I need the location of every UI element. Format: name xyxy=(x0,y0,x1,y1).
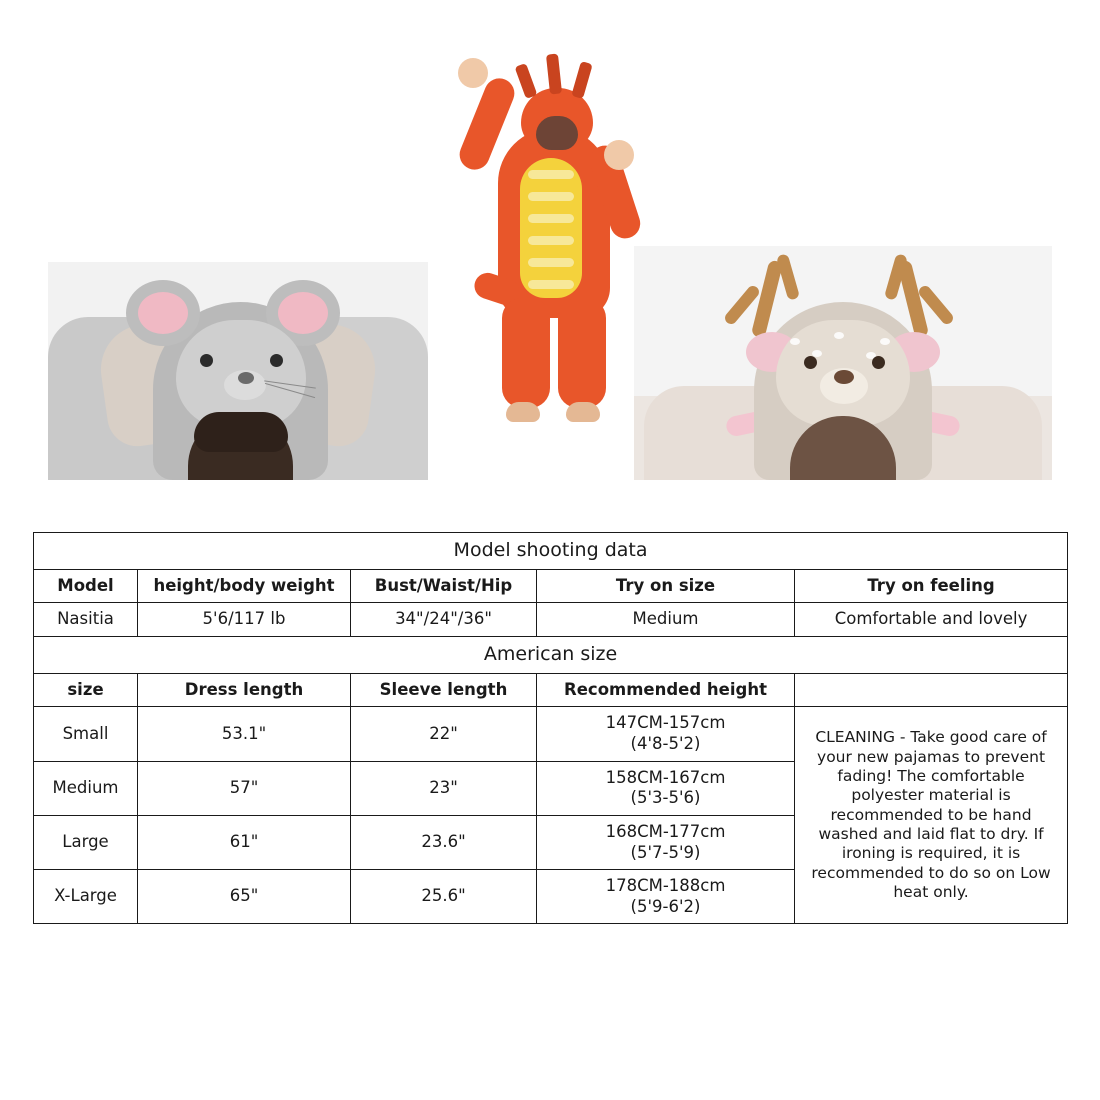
size-cell-size: Small xyxy=(34,707,138,761)
product-photo-collage xyxy=(0,0,1100,520)
dino-right-leg xyxy=(558,298,606,408)
size-cell-sleeve-length: 25.6" xyxy=(351,870,537,924)
size-table-title: American size xyxy=(34,637,1068,674)
height-ft: (5'3-5'6) xyxy=(630,788,701,808)
model-header-try-on-size: Try on size xyxy=(537,569,795,603)
mouse-left-eye xyxy=(200,354,213,367)
height-ft: (5'7-5'9) xyxy=(630,842,701,862)
size-cell-sleeve-length: 23" xyxy=(351,761,537,815)
size-header-size: size xyxy=(34,673,138,707)
height-cm: 158CM-167cm xyxy=(605,767,726,787)
size-cell-dress-length: 65" xyxy=(138,870,351,924)
model-value-try-on-feeling: Comfortable and lovely xyxy=(795,603,1068,637)
dino-belly-stripe xyxy=(528,236,574,245)
table-row-size-headers xyxy=(34,673,1068,707)
mouse-onesie-photo xyxy=(48,262,428,480)
dino-belly-stripe xyxy=(528,214,574,223)
size-header-sleeve-length: Sleeve length xyxy=(351,673,537,707)
size-chart-table-wrapper xyxy=(33,532,1067,924)
table-row-model-title xyxy=(34,533,1068,570)
size-header-blank xyxy=(795,673,1068,707)
dinosaur-onesie-photo xyxy=(448,40,658,480)
dino-belly-stripe xyxy=(528,280,574,289)
dino-horn-right xyxy=(571,61,592,99)
size-cell-dress-length: 53.1" xyxy=(138,707,351,761)
model-table-title: Model shooting data xyxy=(34,533,1068,570)
dino-belly-stripe xyxy=(528,192,574,201)
size-header-recommended-height: Recommended height xyxy=(537,673,795,707)
size-cell-recommended-height xyxy=(537,815,795,869)
model-hair-fringe xyxy=(194,412,288,452)
size-header-dress-length: Dress length xyxy=(138,673,351,707)
model-header-try-on-feeling: Try on feeling xyxy=(795,569,1068,603)
cleaning-instructions: CLEANING - Take good care of your new pajamas to prevent fading! The comfortable polyester material is recommended to be hand washed and laid flat to dry. If ironing is required, it is recommended to do so on Low heat only. xyxy=(795,707,1068,924)
size-cell-dress-length: 57" xyxy=(138,761,351,815)
deer-right-eye xyxy=(872,356,885,369)
deer-spot xyxy=(790,338,800,345)
model-right-hand xyxy=(604,140,634,170)
mouse-left-ear-inner xyxy=(138,292,188,334)
deer-spot xyxy=(834,332,844,339)
deer-antler-left xyxy=(751,259,783,338)
model-left-foot xyxy=(506,402,540,422)
height-ft: (5'9-6'2) xyxy=(630,896,701,916)
model-left-hand xyxy=(458,58,488,88)
model-value-bust-waist-hip: 34"/24"/36" xyxy=(351,603,537,637)
dino-belly xyxy=(520,158,582,298)
mouse-right-eye xyxy=(270,354,283,367)
table-row-size-title xyxy=(34,637,1068,674)
model-header-model: Model xyxy=(34,569,138,603)
table-row xyxy=(34,707,1068,761)
size-cell-dress-length: 61" xyxy=(138,815,351,869)
size-cell-recommended-height xyxy=(537,761,795,815)
dino-belly-stripe xyxy=(528,170,574,179)
dino-horn-left xyxy=(515,63,538,99)
model-face xyxy=(536,116,578,150)
height-cm: 147CM-157cm xyxy=(605,713,726,733)
size-cell-sleeve-length: 23.6" xyxy=(351,815,537,869)
height-cm: 168CM-177cm xyxy=(605,821,726,841)
size-cell-sleeve-length: 22" xyxy=(351,707,537,761)
model-value-try-on-size: Medium xyxy=(537,603,795,637)
size-chart-table xyxy=(33,532,1068,924)
model-value-height-weight: 5'6/117 lb xyxy=(138,603,351,637)
model-header-bust-waist-hip: Bust/Waist/Hip xyxy=(351,569,537,603)
size-cell-recommended-height xyxy=(537,870,795,924)
deer-onesie-photo xyxy=(634,246,1052,480)
mouse-right-ear-inner xyxy=(278,292,328,334)
mouse-left-ear xyxy=(126,280,200,346)
model-right-foot xyxy=(566,402,600,422)
mouse-nose xyxy=(238,372,254,384)
size-cell-size: Large xyxy=(34,815,138,869)
height-cm: 178CM-188cm xyxy=(605,876,726,896)
deer-left-eye xyxy=(804,356,817,369)
model-value-name: Nasitia xyxy=(34,603,138,637)
model-header-height-weight: height/body weight xyxy=(138,569,351,603)
height-ft: (4'8-5'2) xyxy=(630,734,701,753)
size-cell-recommended-height xyxy=(537,707,795,761)
table-row-model-headers xyxy=(34,569,1068,603)
table-row-model-values xyxy=(34,603,1068,637)
dino-belly-stripe xyxy=(528,258,574,267)
deer-nose xyxy=(834,370,854,384)
dino-left-leg xyxy=(502,298,550,408)
size-cell-size: Medium xyxy=(34,761,138,815)
deer-spot xyxy=(880,338,890,345)
size-cell-size: X-Large xyxy=(34,870,138,924)
